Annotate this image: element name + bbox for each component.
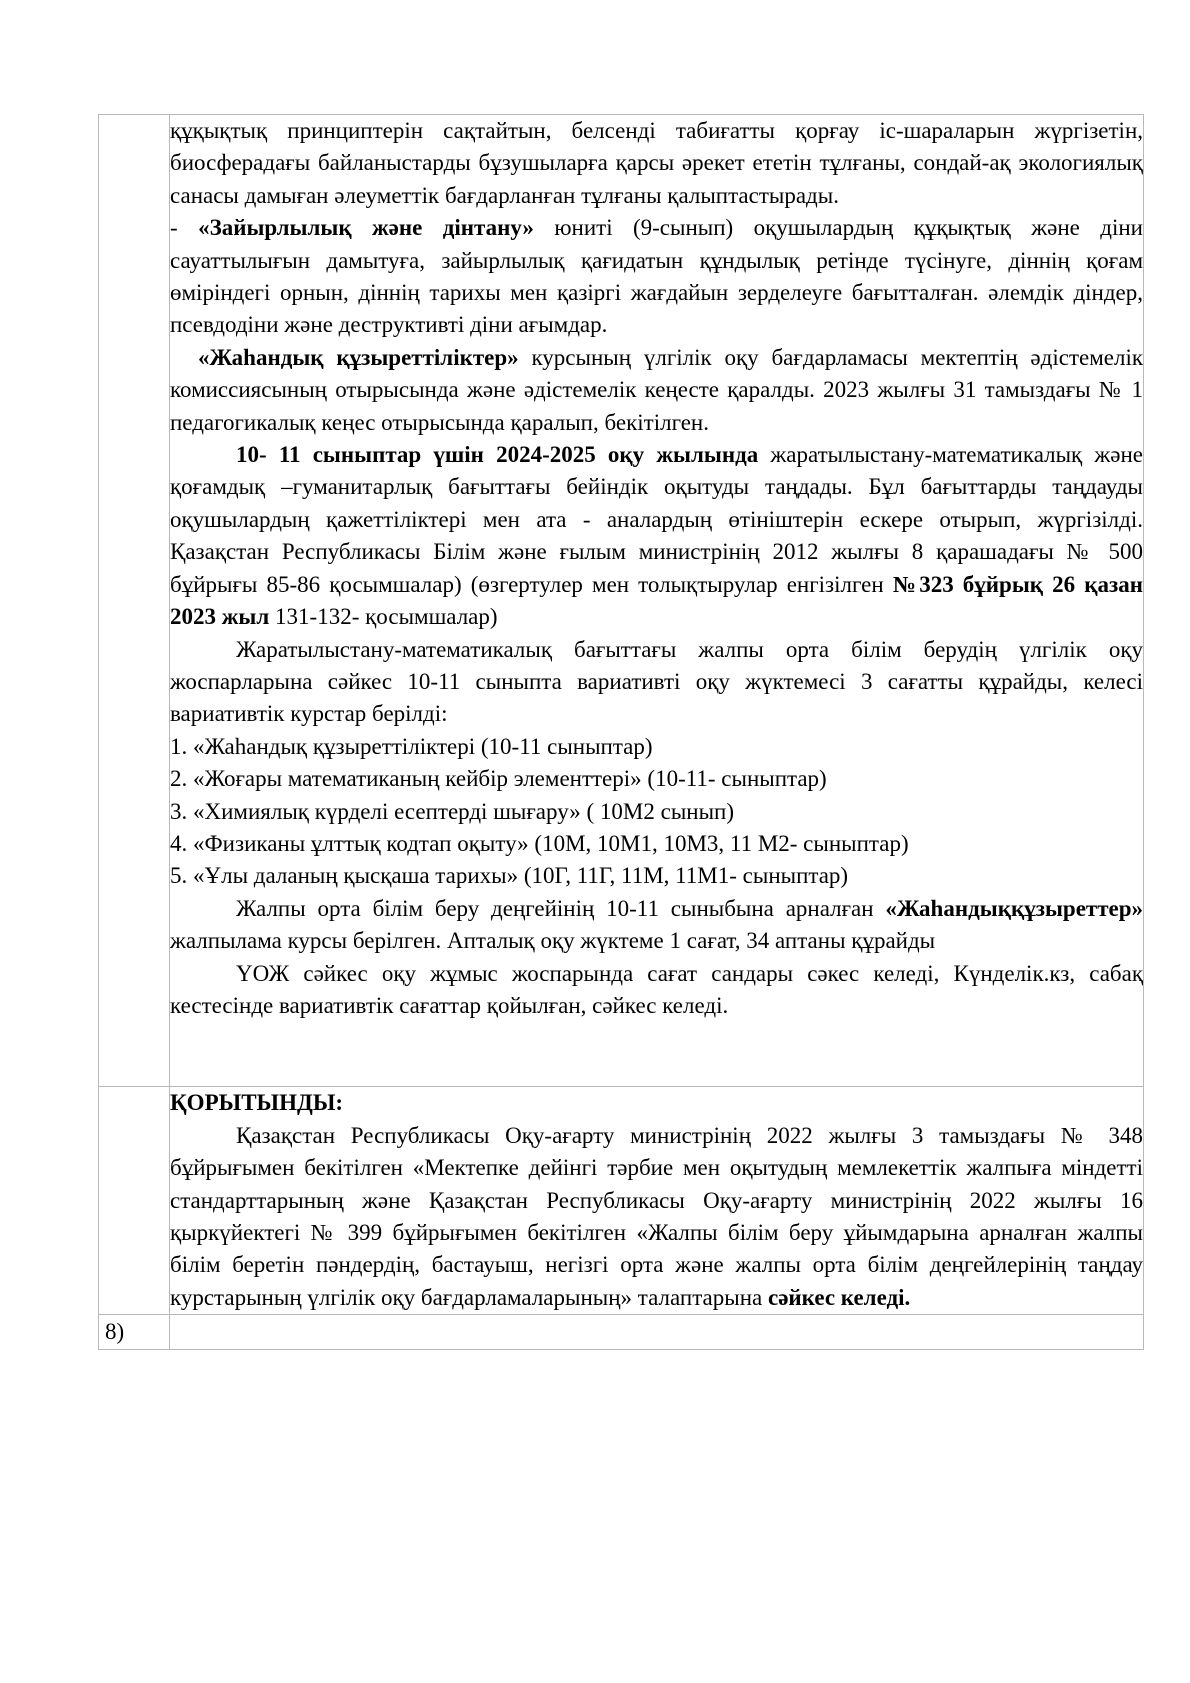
dash-prefix: - [170,215,199,241]
conclusion-body-text: Қазақстан Республикасы Оқу-ағарту министрінің 2022 жылғы 3 тамыздағы № 348 бұйрығымен бекітілген «Мектепке дейінгі тәрбие мен оқытудың мемлекеттік жалпыға міндетті стандарттарының және Қазақстан Республикасы Оқу-ағарту министрінің 2022 жылғы 16 қыркүйектегі № 399 бұйрығымен бекітілген «Жалпы білім беру ұйымдарына арналған жалпы білім беретін пәндердің, бастауыш, негізгі орта және жалпы орта білім деңгейлерінің таңдау курстарының үлгілік оқу бағдарламаларының» талаптарына [170,1122,1143,1310]
number-cell [99,1315,170,1350]
paragraph-global-competencies [170,342,1143,439]
paragraph-work-plan: ҮОЖ сәйкес оқу жұмыс жоспарында сағат сандары сәкес келеді, Күнделік.кз, сабақ кестесінде вариативтік сағаттар қойылған, сәйкес келеді. [170,960,1143,1018]
conclusion-body [170,1120,1143,1314]
appendix-reference: 131-132- қосымшалар) [269,604,498,630]
paragraph-variative-load: Жаратылыстану-математикалық бағыттағы жалпы орта білім берудің үлгілік оқу жоспарларына сәйкес 10-11 сыныпта вариативті оқу жүктемесі 3 сағатты құрайды, келесі вариативтік курстар берілді: [170,636,1143,727]
conclusion-heading-label: ҚОРЫТЫНДЫ: [170,1090,344,1116]
list-item: 4. «Физиканы ұлттық кодтап оқыту» (10М, 10М1, 10М3, 11 М2- сыныптар) [170,830,909,856]
grades-year: 10- 11 сыныптар үшін 2024-2025 оқу жылында [236,442,759,468]
course-description: курсының үлгілік оқу бағдарламасы мектептің әдістемелік комиссиясының отырысында және әдістемелік кеңесте қаралды. 2023 жылғы 31 тамыздағы № 1 педагогикалық кеңес отырысында қаралып, бекітілген. [170,344,1144,435]
number-cell [99,1087,170,1315]
profile-description: жаратылыстану-математикалық және қоғамдық –гуманитарлық бағыттағы бейіндік оқытуды таңдады. Бұл бағыттарды таңдауды оқушылардың қажеттіліктері мен ата - аналардың өтініштерін ескере отырып, жүргізілді. Қазақстан Республикасы Білім және ғылым министрінің 2012 жылғы 8 қарашадағы № 500 бұйрығы 85-86 қосымшалар) (өзгертулер мен толықтырулар енгізілген [170,442,1143,597]
conclusion-cell [170,1087,1144,1315]
unit-title: «Зайырлылық және дінтану» [198,215,534,241]
empty-cell [170,1315,1144,1350]
number-cell [99,115,170,1087]
list-item: 3. «Химиялық күрделі есептерді шығару» ( 10М2 сынып) [170,798,735,824]
general-course-title: «Жаһандыққұзыреттер» [885,895,1143,921]
general-course-intro: Жалпы орта білім беру деңгейінің 10-11 сыныбына арналған [236,895,886,921]
table-row [99,1315,1144,1350]
document-table [98,114,1144,1350]
unit-description: юниті (9-сынып) оқушылардың құқықтық және діни сауаттылығын дамытуға, зайырлылық қағидатын құндылық ретінде түсінуге, діннің қоғам өміріндегі орнын, діннің тарихы мен қазіргі жағдайын зерделеуге бағытталған. әлемдік діндер, псевдодіни және деструктивті діни ағымдар. [170,215,1143,338]
conclusion-text [170,1087,1143,1314]
conclusion-verdict: сәйкес келеді. [768,1284,911,1310]
list-item: 5. «Ұлы даланың қысқаша тарихы» (10Г, 11Г, 11М, 11М1- сыныптар) [170,863,849,889]
order-reference: №323 бұйрық 26 қазан 2023 жыл [170,571,1143,630]
paragraph-general-course [170,893,1143,958]
course-title: «Жаһандық құзыреттіліктер» [198,344,519,370]
paragraph-eco: құқықтық принциптерін сақтайтын, белсенді табиғатты қорғау іс-шараларын жүргізетін, биосферадағы байланыстарды бұзушыларға қарсы әрекет ететін тұлғаны, сондай-ақ экологиялық санасы дамыған әлеуметтік бағдарланған тұлғаны қалыптастырады. [170,118,1143,208]
content-cell [170,115,1144,1087]
list-item: 1. «Жаһандық құзыреттіліктері (10-11 сыныптар) [170,733,653,759]
paragraph-profile-training [170,439,1143,633]
cell-spacer [170,1022,1143,1086]
cell-text [170,115,1143,1086]
paragraph-secularism [170,212,1143,342]
list-item: 2. «Жоғары математиканың кейбір элементтері» (10-11- сыныптар) [170,766,827,792]
row-number: 8) [105,1319,125,1345]
table-row [99,115,1144,1087]
conclusion-heading [170,1087,1143,1119]
general-course-description: жалпылама курсы берілген. Апталық оқу жүктеме 1 сағат, 34 аптаны құрайды [170,928,936,954]
table-row [99,1087,1144,1315]
